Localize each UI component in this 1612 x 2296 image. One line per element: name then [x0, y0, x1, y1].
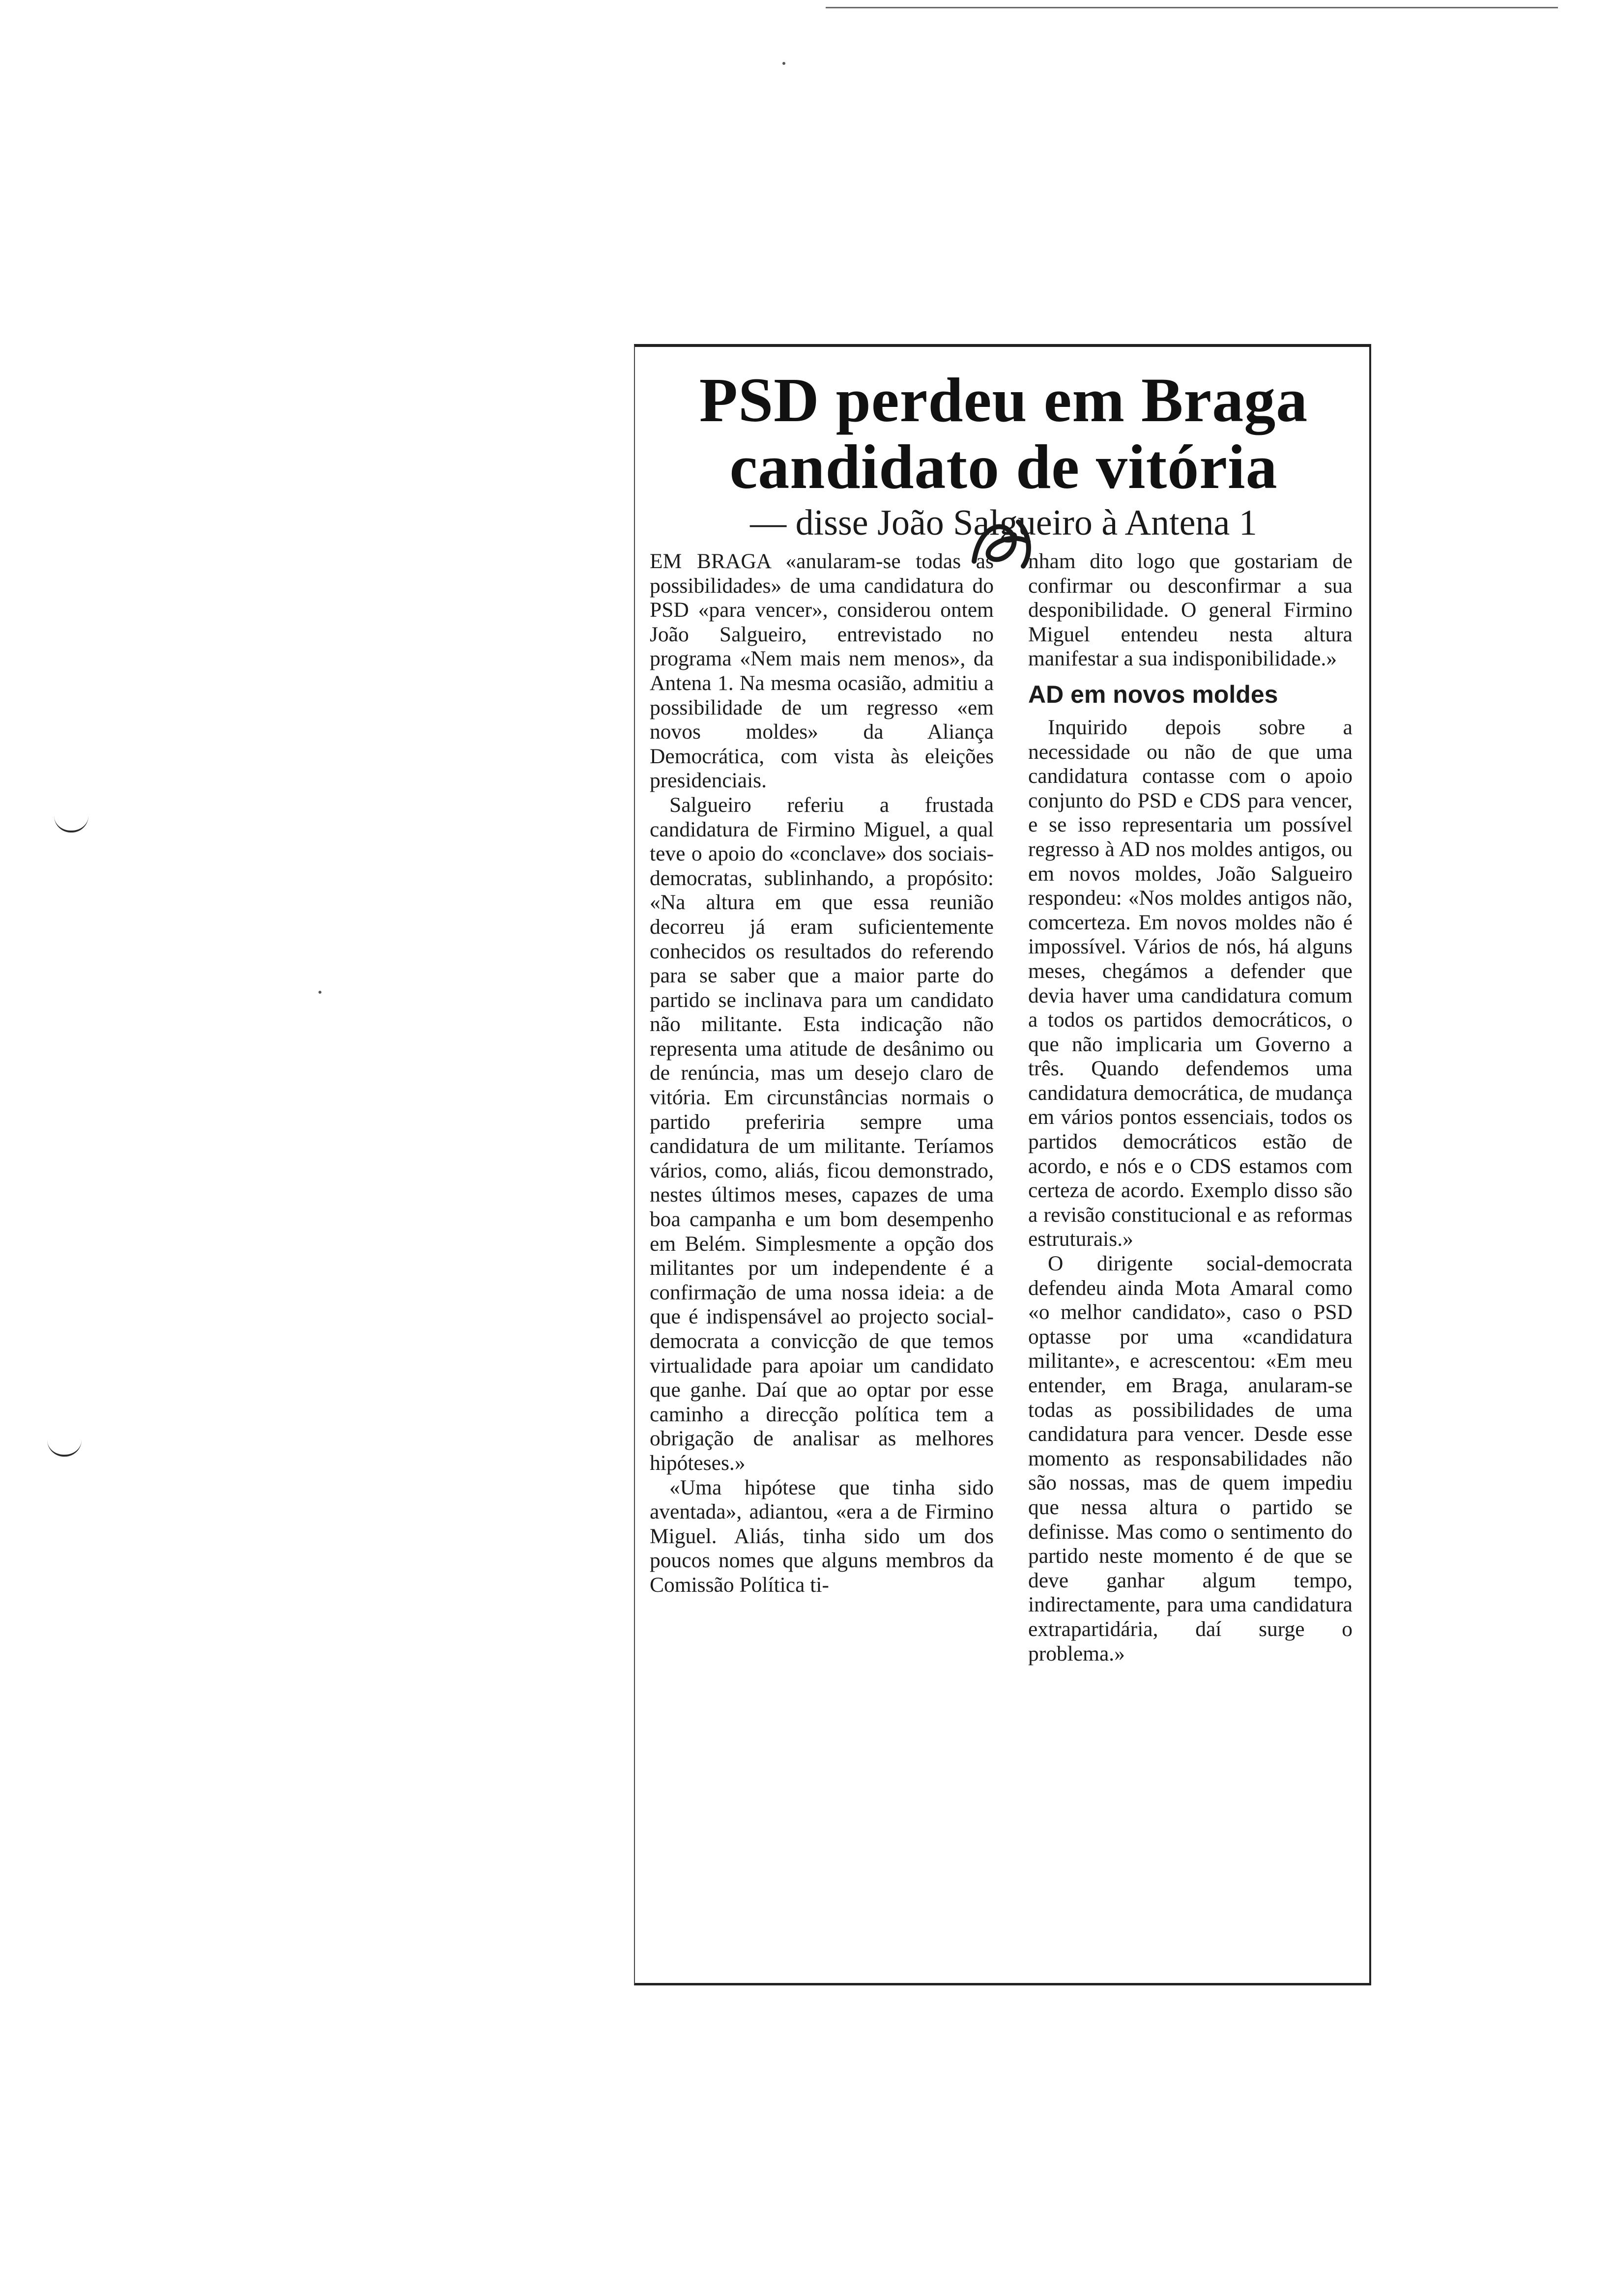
headline-line-2: candidato de vitória — [729, 432, 1278, 502]
punch-hole-mark — [47, 1440, 82, 1457]
newspaper-clipping — [634, 344, 1371, 1985]
headline — [635, 367, 1372, 500]
paragraph: Salgueiro referiu a frustada candidatura de Firmino Miguel, a qual teve o apoio do «conclave» dos sociais-democratas, sublinhando, a propósito: «Na altura em que essa reunião decorreu já eram suficientemente conhecidos os resultados do referendo para se saber que a maior parte do partido se inclinava para um candidato não militante. Esta indicação não representa uma atitude de desânimo ou de renúncia, mas um desejo claro de vitória. Em circunstâncias normais o partido preferiria sempre uma candidatura de um militante. Teríamos vários, como, aliás, ficou demonstrado, nestes últimos meses, capazes de uma boa campanha e um bom desempenho em Belém. Simplesmente a opção dos militantes por um independente é a confirmação de uma nossa ideia: a de que é indispensável ao projecto social-democrata a convicção de que temos virtualidade para apoiar um candidato que ganhe. Daí que ao optar por esse caminho a direcção política tem a obrigação de analisar as melhores hipóteses.» — [650, 793, 994, 1475]
scan-edge-line — [826, 7, 1558, 8]
paragraph: «Uma hipótese que tinha sido aventada», adiantou, «era a de Firmino Miguel. Aliás, tinha sido um dos poucos nomes que alguns membros da Comissão Política ti- — [650, 1475, 994, 1597]
punch-hole-mark — [54, 816, 88, 832]
subheadline: — disse João Salgueiro à Antena 1 — [750, 503, 1257, 543]
paragraph: EM BRAGA «anularam-se todas as possibilidades» de uma candidatura do PSD «para vencer», considerou ontem João Salgueiro, entrevistado no programa «Nem mais nem menos», da Antena 1. Na mesma ocasião, admitiu a possibilidade de um regresso «em novos moldes» da Aliança Democrática, com vista às eleições presidenciais. — [650, 549, 994, 793]
right-column — [1028, 549, 1353, 1666]
paragraph: O dirigente social-democrata defendeu ainda Mota Amaral como «o melhor candidato», caso o PSD optasse por uma «candidatura militante», e acrescentou: «Em meu entender, em Braga, anularam-se todas as possibilidades de uma candidatura para vencer. Desde esse momento as responsabilidades não são nossas, mas de quem impediu que nessa altura o partido se definisse. Mas como o sentimento do partido neste momento é de que se deve ganhar algum tempo, indirectamente, para uma candidatura extrapartidária, daí surge o problema.» — [1028, 1252, 1353, 1665]
left-column — [650, 549, 994, 1598]
paragraph: Inquirido depois sobre a necessidade ou não de que uma candidatura contasse com o apoio conjunto do PSD e CDS para vencer, e se isso representaria um possível regresso à AD nos moldes antigos, ou em novos moldes, João Salgueiro respondeu: «Nos moldes antigos não, comcerteza. Em novos moldes não é impossível. Vários de nós, há alguns meses, chegámos a defender que devia haver uma candidatura comum a todos os partidos democráticos, o que não implicaria um Governo a três. Quando defendemos uma candidatura democrática, de mudança em vários pontos essenciais, todos os partidos democráticos estão de acordo, e nós e o CDS estamos com certeza de acordo. Exemplo disso são a revisão constitucional e as reformas estruturais.» — [1028, 715, 1353, 1251]
section-heading: AD em novos moldes — [1028, 680, 1278, 708]
paragraph: nham dito logo que gostariam de confirmar ou desconfirmar a sua desponibilidade. O general Firmino Miguel entendeu nesta altura manifestar a sua indisponibilidade.» — [1028, 549, 1353, 671]
scan-speck — [782, 62, 785, 65]
scan-speck — [318, 991, 321, 994]
headline-line-1: PSD perdeu em Braga — [699, 365, 1308, 435]
